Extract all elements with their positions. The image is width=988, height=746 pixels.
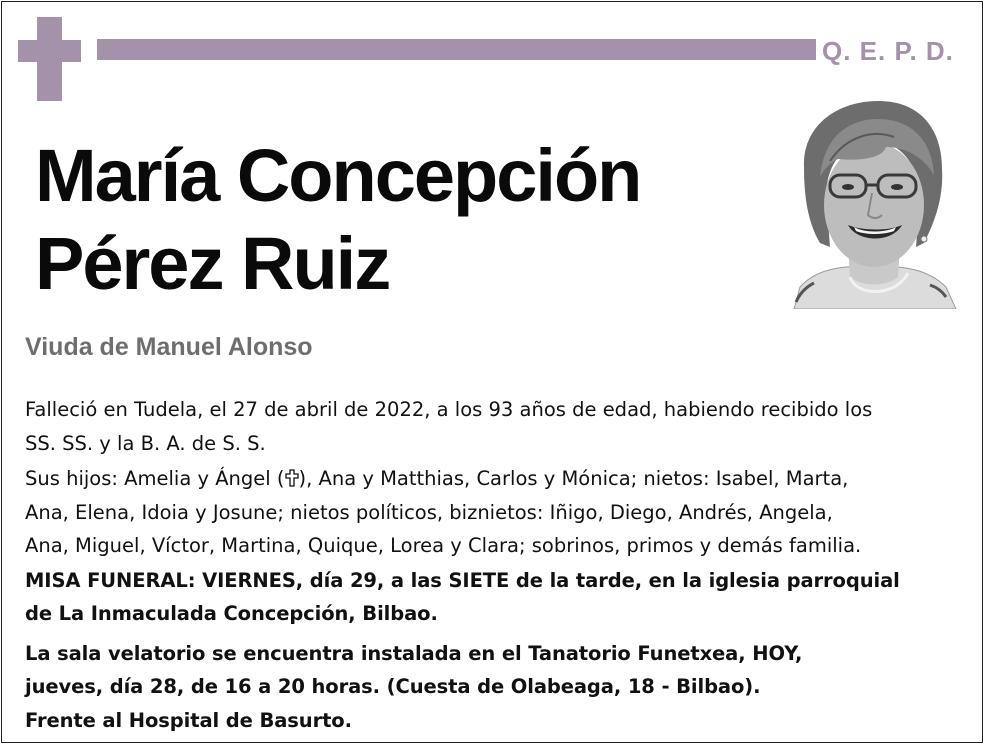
death-paragraph xyxy=(25,393,960,460)
name-line-1: María Concepción xyxy=(35,134,641,217)
widow-of-subtitle: Viuda de Manuel Alonso xyxy=(25,333,313,361)
funeral-mass-paragraph xyxy=(25,564,960,631)
death-line-2: SS. SS. y la B. A. de S. S. xyxy=(25,431,266,455)
family-line-1a: Sus hijos: Amelia y Ángel ( xyxy=(25,467,285,490)
family-line-3: Ana, Miguel, Víctor, Martina, Quique, Lorea y Clara; sobrinos, primos y demás familia. xyxy=(25,534,862,557)
cross-horizontal-bar xyxy=(18,40,81,62)
notice-body xyxy=(25,393,960,738)
wake-line-2: jueves, día 28, de 16 a 20 horas. (Cuesta de Olabeaga, 18 - Bilbao). xyxy=(25,675,761,698)
wake-line-3: Frente al Hospital de Basurto. xyxy=(25,708,352,732)
wake-paragraph xyxy=(25,637,960,738)
name-line-2: Pérez Ruiz xyxy=(35,222,390,305)
family-paragraph xyxy=(25,462,960,563)
family-line-2: Ana, Elena, Idoia y Josune; nietos políticos, biznietos: Iñigo, Diego, Andrés, Angela, xyxy=(25,500,833,524)
death-line-1: Falleció en Tudela, el 27 de abril de 2022, a los 93 años de edad, habiendo recibido los xyxy=(25,398,873,421)
deceased-cross-icon xyxy=(285,469,299,487)
portrait-photo-drawing xyxy=(786,97,958,309)
qepd-label: Q. E. P. D. xyxy=(822,36,954,66)
mass-line-1: MISA FUNERAL: VIERNES, día 29, a las SIETE de la tarde, en la iglesia parroquial xyxy=(25,568,900,592)
family-line-1b: ), Ana y Matthias, Carlos y Mónica; nietos: Isabel, Marta, xyxy=(298,467,849,490)
wake-line-1: La sala velatorio se encuentra instalada en el Tanatorio Funetxea, HOY, xyxy=(25,641,803,665)
header-rule xyxy=(97,39,816,60)
mass-line-2: de La Inmaculada Concepción, Bilbao. xyxy=(25,602,438,625)
portrait-photo xyxy=(786,97,958,309)
deceased-name xyxy=(35,132,640,308)
